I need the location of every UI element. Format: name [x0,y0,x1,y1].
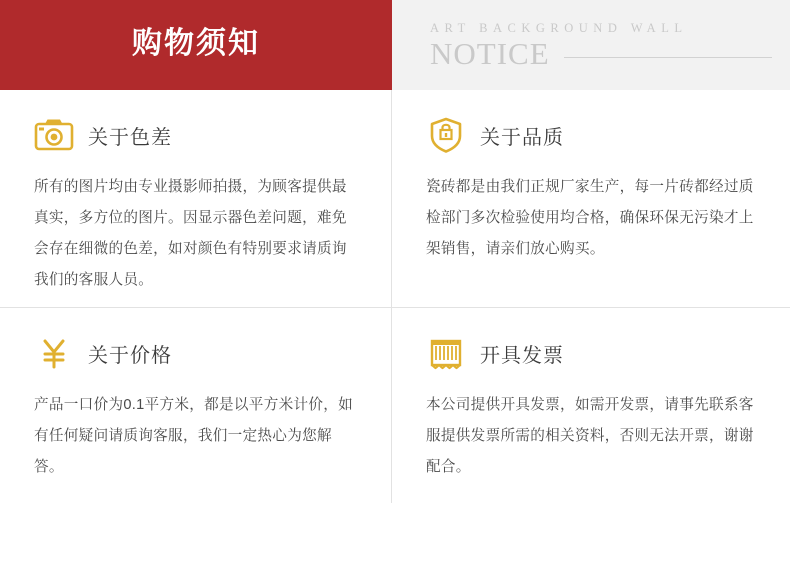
section-body: 本公司提供开具发票，如需开发票，请事先联系客服提供发票所需的相关资料，否则无法开票，谢谢配合。 [426,397,754,475]
header-divider-line [564,57,772,58]
section-body: 所有的图片均由专业摄影师拍摄，为顾客提供最真实，多方位的图片。因显示器色差问题，难免会存在细微的色差，如对颜色有特别要求请质询我们的客服人员。 [34,179,347,288]
notice-row [430,38,790,69]
header-subtitle-en: ART BACKGROUND WALL [430,21,688,35]
page-title: 购物须知 [132,27,260,60]
header-english-block [392,0,790,90]
invoice-icon [426,334,466,372]
section-title: 关于色差 [88,126,172,149]
section-body: 产品一口价为0.1平方米，都是以平方米计价，如有任何疑问请质询客服，我们一定热心为您解答。 [34,397,354,475]
header-title-block [0,0,392,90]
section-header [34,332,355,374]
notice-section-price [0,308,392,503]
section-header [426,114,754,156]
section-body: 瓷砖都是由我们正规厂家生产，每一片砖都经过质检部门多次检验使用均合格，确保环保无污染才上架销售，请亲们放心购买。 [426,179,754,257]
shield-quality-icon [426,116,466,154]
notice-section-quality [392,90,790,308]
section-header [426,332,754,374]
notice-section-invoice [392,308,790,503]
section-title: 开具发票 [480,344,564,367]
section-title: 关于价格 [88,344,172,367]
section-title: 关于品质 [480,126,564,149]
yen-price-icon [34,334,74,372]
section-header [34,114,355,156]
header-notice-en: NOTICE [430,36,550,71]
camera-icon [34,116,74,154]
page-header [0,0,790,90]
notice-section-color [0,90,392,308]
notice-grid [0,90,790,503]
